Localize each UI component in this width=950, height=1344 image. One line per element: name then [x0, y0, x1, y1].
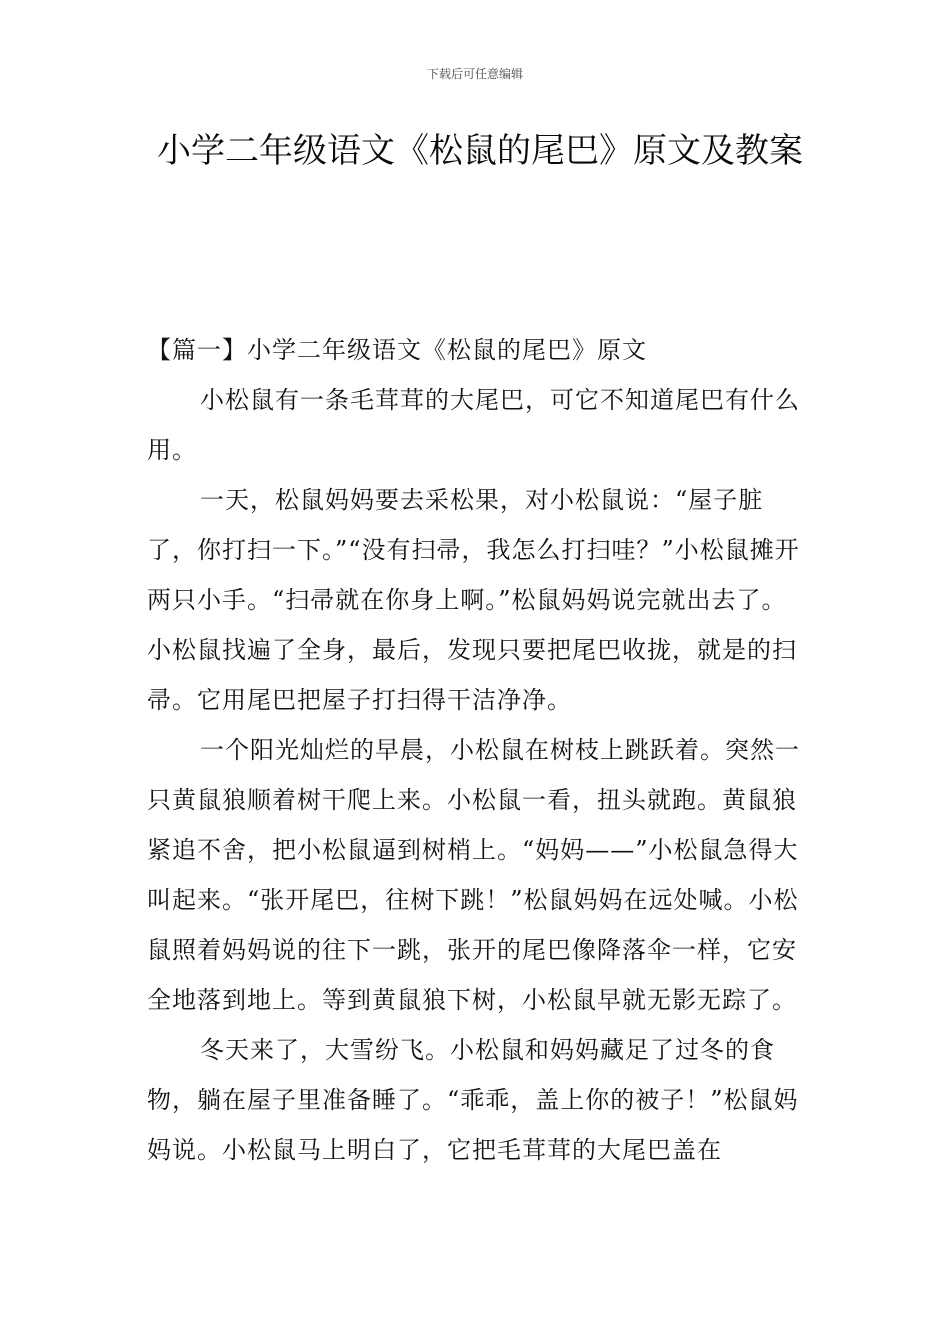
document-body: [147, 325, 807, 1175]
document-title: 小学二年级语文《松鼠的尾巴》原文及教案: [157, 131, 803, 171]
paragraph-3: 一个阳光灿烂的早晨，小松鼠在树枝上跳跃着。突然一只黄鼠狼顺着树干爬上来。小松鼠一看，扭头就跑。黄鼠狼紧追不舍，把小松鼠逼到树梢上。“妈妈——”小松鼠急得大叫起来。“张开尾巴，往树下跳！”松鼠妈妈在远处喊。小松鼠照着妈妈说的往下一跳，张开的尾巴像降落伞一样，它安全地落到地上。等到黄鼠狼下树，小松鼠早就无影无踪了。: [147, 736, 800, 1014]
paragraph-2: 一天，松鼠妈妈要去采松果，对小松鼠说：“屋子脏了，你打扫一下。”“没有扫帚，我怎么打扫哇？”小松鼠摊开两只小手。“扫帚就在你身上啊。”松鼠妈妈说完就出去了。小松鼠找遍了全身，最后，发现只要把尾巴收拢，就是的扫帚。它用尾巴把屋子打扫得干洁净净。: [147, 486, 800, 714]
paragraph-1: 小松鼠有一条毛茸茸的大尾巴，可它不知道尾巴有什么用。: [147, 386, 800, 464]
paragraph-4: 冬天来了，大雪纷飞。小松鼠和妈妈藏足了过冬的食物，躺在屋子里准备睡了。“乖乖，盖上你的被子！”松鼠妈妈说。小松鼠马上明白了，它把毛茸茸的大尾巴盖在: [147, 1036, 799, 1164]
header-note: 下载后可任意编辑: [426, 67, 523, 81]
section-heading: 【篇一】小学二年级语文《松鼠的尾巴》原文: [147, 336, 647, 364]
